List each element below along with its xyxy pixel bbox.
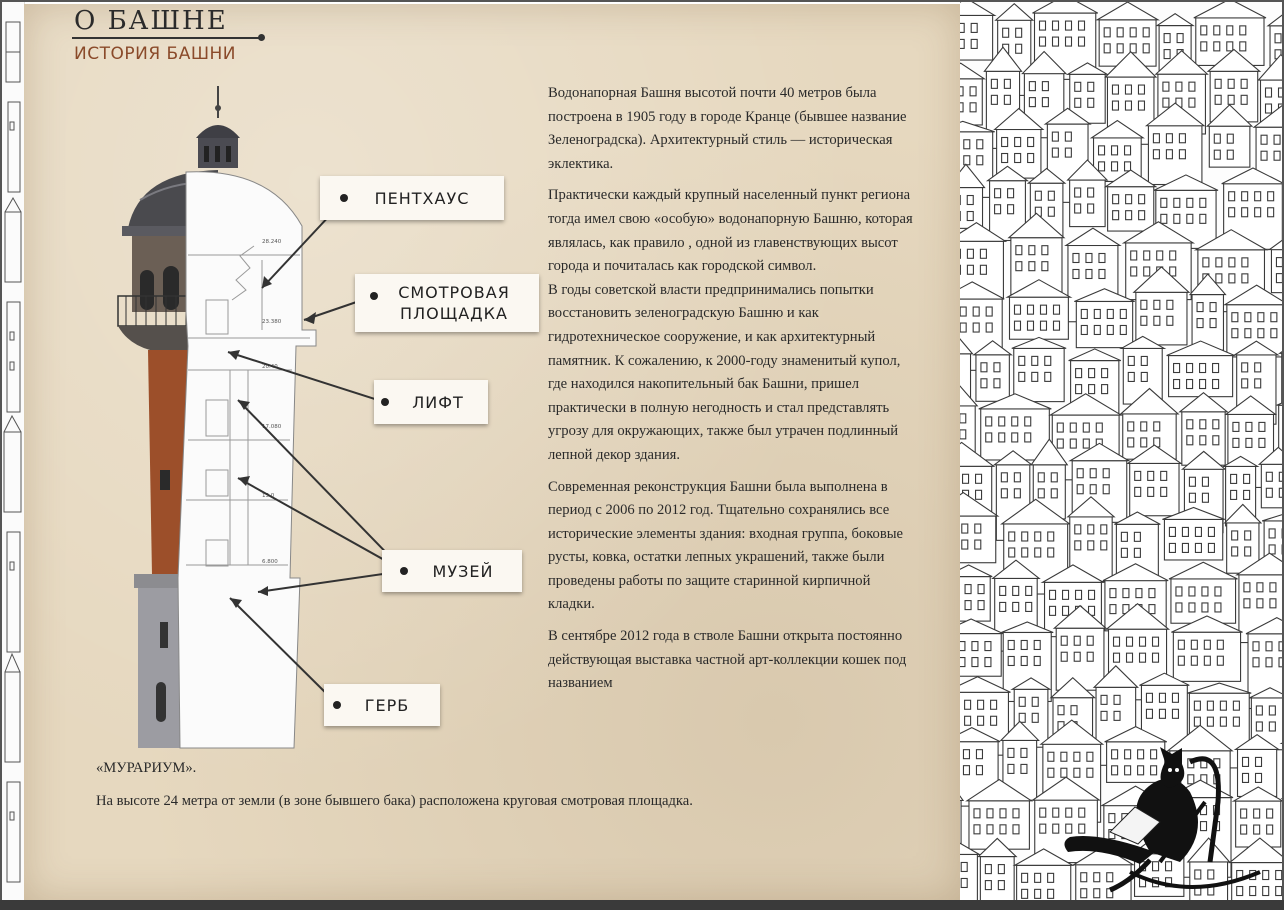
city-house <box>1012 337 1066 401</box>
elevation-mark: 6.800 <box>262 559 278 565</box>
elevation-mark: 20.40 <box>262 364 278 370</box>
city-house <box>960 843 979 900</box>
page-title: О БАШНЕ <box>74 6 228 36</box>
city-house <box>960 2 995 60</box>
label-penthouse-dot <box>340 194 348 202</box>
article-paragraph-1: Водонапорная Башня высотой почти 40 метров была построена в 1905 году в городе Кранце (бывшее название Зеленоградска). Архитектурный стиль — историческая эклектика. <box>548 85 907 172</box>
city-house <box>1167 341 1235 397</box>
city-house <box>1171 616 1242 681</box>
city-drawing <box>960 2 1282 900</box>
label-lift-text: ЛИФТ <box>412 392 464 412</box>
label-coat-of-arms-dot <box>333 701 341 709</box>
article-paragraph-5: В сентябре 2012 года в стволе Башни открыта постоянно действующая выставка частной арт-коллекции кошек под названием <box>548 628 907 692</box>
label-viewing-platform-dot <box>370 292 378 300</box>
label-penthouse-text: ПЕНТХАУС <box>374 188 470 208</box>
city-illustration <box>960 2 1282 900</box>
article-paragraph-4: Современная реконструкция Башни была выполнена в период с 2006 по 2012 год. Тщательно сохранялись все исторические элементы здания: входная группа, боковые русты, ковка, остатки лепных украшений, также были проведены работы по защите старинной кирпичной кладки. <box>548 478 904 613</box>
elevation-mark: 23.380 <box>262 319 282 325</box>
elevation-mark: 13.0 <box>262 493 275 499</box>
article-paragraph-2: Практически каждый крупный населенный пункт региона тогда имел свою «особую» водонапорную Башню, которая являлась, как правило , одной из главенствующих высот города и почиталась как городской символ. <box>548 187 913 275</box>
label-viewing-platform-line2: ПЛОЩАДКА <box>400 304 508 323</box>
article-paragraph-6: На высоте 24 метра от земли (в зоне бывшего бака) расположена круговая смотровая площадка. <box>96 793 693 809</box>
label-museum-dot <box>400 567 408 575</box>
label-viewing-platform-line1: СМОТРОВАЯ <box>398 283 510 302</box>
city-house <box>960 565 992 621</box>
tower-lantern-roof <box>196 125 240 138</box>
elevation-mark: 17.080 <box>262 424 282 430</box>
label-museum <box>382 550 522 592</box>
city-house <box>1162 507 1224 559</box>
label-coat-of-arms-text: ГЕРБ <box>364 695 410 715</box>
city-house <box>979 394 1052 460</box>
article-paragraph-5-end: «МУРАРИУМ». <box>96 760 197 776</box>
page-subtitle: ИСТОРИЯ БАШНИ <box>74 44 237 64</box>
label-penthouse <box>320 176 504 220</box>
label-viewing-platform <box>355 274 539 332</box>
article-text <box>548 82 918 696</box>
city-house <box>960 63 984 125</box>
article-paragraph-3: В годы советской власти предпринимались попытки восстановить зеленоградскую Башню и как гидротехническое сооружение, и как архитектурный памятник. К сожалению, к 2000-году знаменитый купол, где находился накопительный бак Башни, пришел практически в полную негодность и стал представлять угрозу для окружающих, также был утрачен подлинный лепной декор здания. <box>548 281 901 463</box>
label-coat-of-arms <box>324 684 440 726</box>
label-lift-dot <box>381 398 389 406</box>
label-lift <box>374 380 488 424</box>
label-museum-text: МУЗЕЙ <box>432 561 494 581</box>
elevation-mark: 28.240 <box>262 239 282 245</box>
city-house <box>1074 289 1134 348</box>
